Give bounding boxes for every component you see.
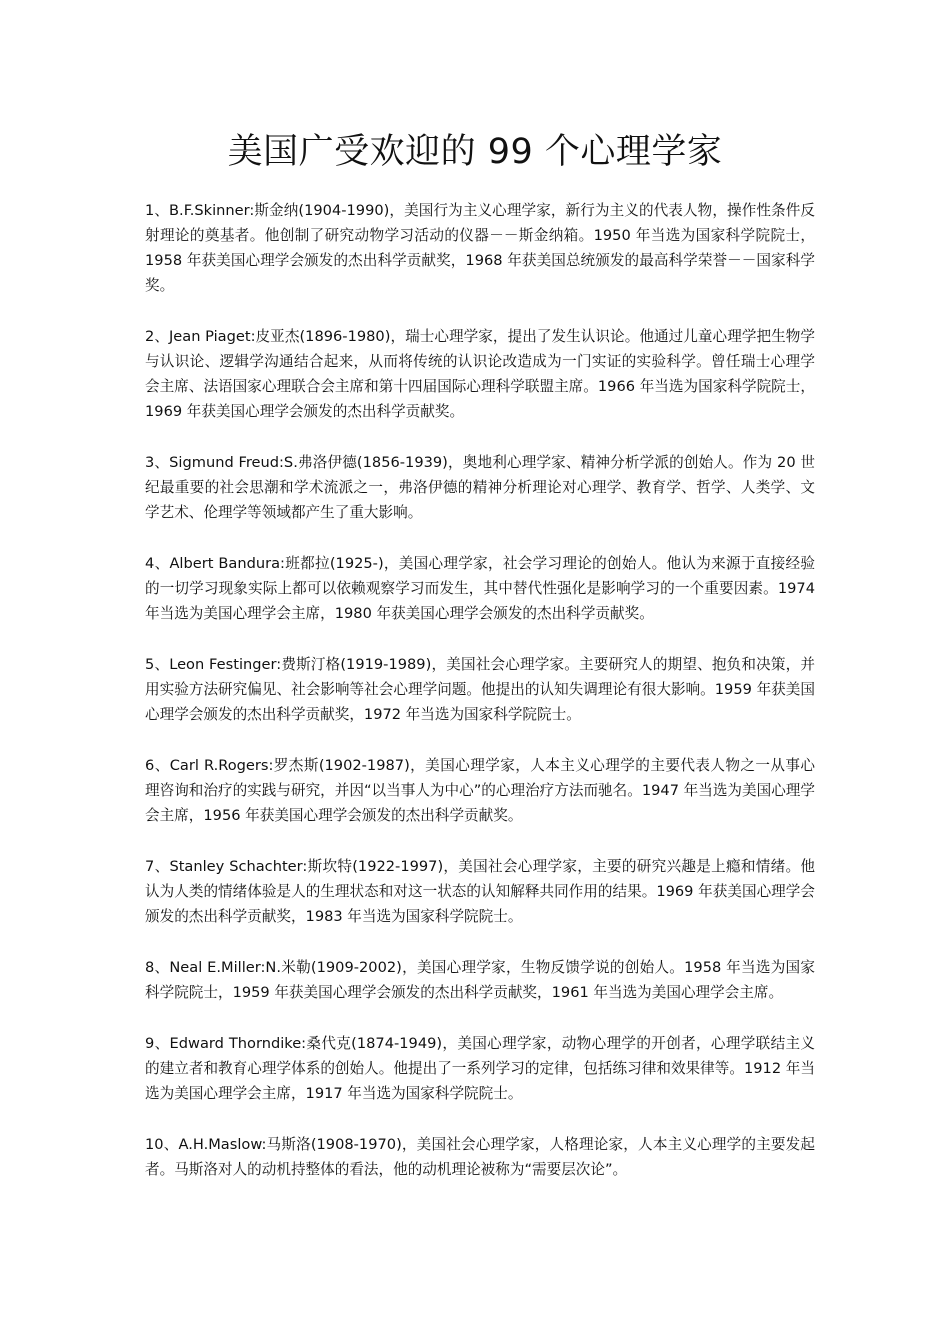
psychologist-entry-6: 6、Carl R.Rogers:罗杰斯(1902-1987)，美国心理学家，人本主义心理学的主要代表人物之一从事心理咨询和治疗的实践与研究，并因“以当事人为中心”的心理治疗方法而驰名。1947 年当选为美国心理学会主席，1956 年获美国心理学会颁发的杰出科学贡献奖。 — [145, 757, 815, 824]
psychologist-entry-4: 4、Albert Bandura:班都拉(1925-)，美国心理学家，社会学习理论的创始人。他认为来源于直接经验的一切学习现象实际上都可以依赖观察学习而发生，其中替代性强化是影响学习的一个重要因素。1974 年当选为美国心理学会主席，1980 年获美国心理学会颁发的杰出科学贡献奖。 — [145, 555, 815, 622]
document-body — [145, 198, 815, 1208]
psychologist-entry-8: 8、Neal E.Miller:N.米勒(1909-2002)，美国心理学家，生物反馈学说的创始人。1958 年当选为国家科学院院士，1959 年获美国心理学会颁发的杰出科学贡献奖，1961 年当选为美国心理学会主席。 — [145, 959, 815, 1001]
psychologist-entry-1: 1、B.F.Skinner:斯金纳(1904-1990)，美国行为主义心理学家，新行为主义的代表人物，操作性条件反射理论的奠基者。他创制了研究动物学习活动的仪器－－斯金纳箱。1950 年当选为国家科学院院士，1958 年获美国心理学会颁发的杰出科学贡献奖，1968 年获美国总统颁发的最高科学荣誉－－国家科学奖。 — [145, 202, 815, 294]
psychologist-entry-3: 3、Sigmund Freud:S.弗洛伊德(1856-1939)，奥地利心理学家、精神分析学派的创始人。作为 20 世纪最重要的社会思潮和学术流派之一，弗洛伊德的精神分析理论对心理学、教育学、哲学、人类学、文学艺术、伦理学等领域都产生了重大影响。 — [145, 454, 815, 521]
psychologist-entry-10: 10、A.H.Maslow:马斯洛(1908-1970)，美国社会心理学家，人格理论家，人本主义心理学的主要发起者。马斯洛对人的动机持整体的看法，他的动机理论被称为“需要层次论”。 — [145, 1136, 815, 1178]
psychologist-entry-5: 5、Leon Festinger:费斯汀格(1919-1989)，美国社会心理学家。主要研究人的期望、抱负和决策，并用实验方法研究偏见、社会影响等社会心理学问题。他提出的认知失调理论有很大影响。1959 年获美国心理学会颁发的杰出科学贡献奖，1972 年当选为国家科学院院士。 — [145, 656, 815, 723]
psychologist-entry-9: 9、Edward Thorndike:桑代克(1874-1949)，美国心理学家，动物心理学的开创者，心理学联结主义的建立者和教育心理学体系的创始人。他提出了一系列学习的定律，包括练习律和效果律等。1912 年当选为美国心理学会主席，1917 年当选为国家科学院院士。 — [145, 1035, 815, 1102]
page-title: 美国广受欢迎的 99 个心理学家 — [227, 132, 723, 172]
psychologist-entry-7: 7、Stanley Schachter:斯坎特(1922-1997)，美国社会心理学家，主要的研究兴趣是上瘾和情绪。他认为人类的情绪体验是人的生理状态和对这一状态的认知解释共同作用的结果。1969 年获美国心理学会颁发的杰出科学贡献奖，1983 年当选为国家科学院院士。 — [145, 858, 815, 925]
psychologist-entry-2: 2、Jean Piaget:皮亚杰(1896-1980)，瑞士心理学家，提出了发生认识论。他通过儿童心理学把生物学与认识论、逻辑学沟通结合起来，从而将传统的认识论改造成为一门实证的实验科学。曾任瑞士心理学会主席、法语国家心理联合会主席和第十四届国际心理科学联盟主席。1966 年当选为国家科学院院士，1969 年获美国心理学会颁发的杰出科学贡献奖。 — [145, 328, 815, 420]
